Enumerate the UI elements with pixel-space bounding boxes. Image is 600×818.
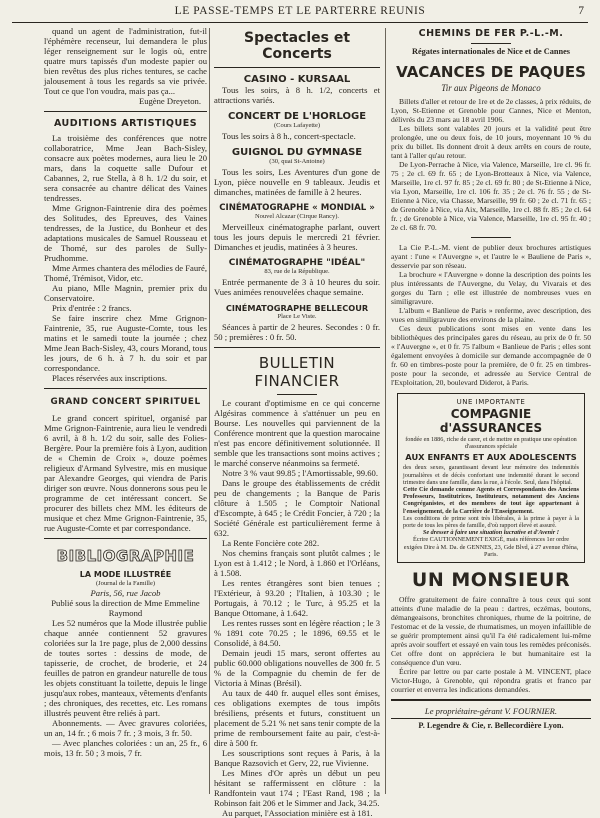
divider xyxy=(471,237,511,238)
biblio-paragraph: Les 52 numéros que la Mode illustrée publie chaque année contiennent 52 gravures coloriées sur la 1re page, plus de 2,000 dessins de toutes sortes : dessins de mode, de tapisserie, de crochet, de broderie, et 24 feuilles de patron en grandeur naturelle de tous les objets constituant la toilette, depuis le linge jusqu'aux robes, manteaux, vêtements d'enfants ; des chroniques, des recettes, etc. Les romans illustrés peuvent être reliés à part. xyxy=(44,618,207,718)
divider xyxy=(44,388,207,389)
divider xyxy=(277,394,317,395)
bulletin-paragraph: Les rentes étrangères sont bien tenues ; l'Extérieur, à 93.20 ; l'Italien, à 103.30 ; le Portugais, à 70.12 ; le Turc, à 95.25 et la Banque Ottomane, à 1.642. xyxy=(214,578,380,618)
bulletin-paragraph: Les Mines d'Or après un début un peu hésitant se raffermissent en clôture : la Randfontein vaut 174 ; l'East Rand, 198 ; la Robinson fait 206 et le Simmer and Jack, 34.25. xyxy=(214,768,380,808)
monsieur-paragraph: Écrire par lettre ou par carte postale à M. VINCENT, place Victor-Hugo, à Grenoble, qui répondra gratis et franco par courrier et enverra les indications demandées. xyxy=(391,667,591,695)
ad-apply: Se dresser à faire une situation lucrative et d'Avenir ! xyxy=(422,529,560,537)
plm-paragraph: La brochure « l'Auvergne » donne la description des points les plus intéressants de l'Auvergne, du Velay, du Vivarais et des gorges du Tarn ; elle est illustrée de nombreuses vues en similigravure. xyxy=(391,270,591,306)
divider xyxy=(214,67,380,68)
intro-paragraph: quand un agent de l'administration, fut-il l'éphémère recenseur, lui demandera le plus léger renseignement sur le logis où, entre quatre murs tapissés d'un modeste papier ou bien revêtus des plus riches tentures, se cache jalousement à tous les regards sa vie privée. Tout ce que l'on voudra, mais pas ça... xyxy=(44,26,207,96)
newspaper-title: LE PASSE-TEMPS ET LE PARTERRE REUNIS xyxy=(174,5,426,17)
auditions-paragraph: Mme Grignon-Faintrenie dira des poèmes des Solitudes, des Epreuves, des Vaines tendresses, de la Justice, du Bonheur et des adaptations musicales de Samuel Rousseau et de Thomé, sur des paroles de Sully-Prudhomme. xyxy=(44,203,207,263)
venue-text: Tous les soirs à 8 h., concert-spectacle. xyxy=(222,131,356,141)
column-divider xyxy=(385,28,386,794)
intro-signature: Eugène Dreyeton. xyxy=(138,96,201,106)
venue-text: Merveilleux cinématographe parlant, ouvert tous les jours depuis le mercredi 21 février. Dimanches et jeudis, matinées à 3 heures. xyxy=(214,222,380,252)
ad-text: des deux sexes, garantissant devant leur mémoire des indemnités journalières et de décès confortant une indemnité durant le second trimestre dans une famille, dans la rue, à l'école. Seul, dans l'hôpital. xyxy=(403,464,579,486)
ad-label: UNE IMPORTANTE xyxy=(456,398,526,406)
divider xyxy=(391,699,591,701)
auditions-paragraph: Prix d'entrée : 2 francs. xyxy=(52,303,132,313)
column-3 xyxy=(391,26,591,798)
venue-name: CINÉMATOGRAPHE "IDÉAL" xyxy=(228,258,366,268)
auditions-heading: AUDITIONS ARTISTIQUES xyxy=(53,118,198,129)
ad-address: Écrire CAUTIONNEMENT EXIGÉ, mais références 1er ordre exigées Dire à M. Da. de GENNES, 23, Gde Blvd, à 27 avenue d'Iéna, Paris. xyxy=(403,536,579,558)
ad-terms: Les conditions de prime sont très libérales, à la prime à payer à la porte de tous les pères de famille, d'où rapport élevé et assuré. xyxy=(403,514,579,530)
divider xyxy=(391,718,591,719)
ad-title: COMPAGNIE d'ASSURANCES xyxy=(439,407,543,435)
venue-name: CASINO - KURSAAL xyxy=(243,74,351,85)
venue-text: Tous les soirs, Les Aventures d'un gone de Lyon, pièce nouvelle en 9 tableaux. Jeudis et dimanches, matinées de famille à 2 heures. xyxy=(214,167,380,197)
venue-text: Tous les soirs, à 8 h. 1/2, concerts et attractions variés. xyxy=(214,85,380,105)
column-2 xyxy=(214,26,380,818)
venue-address: Place Le Viste. xyxy=(277,313,317,320)
auditions-paragraph: Au piano, Mlle Magnin, premier prix du Conservatoire. xyxy=(44,283,207,303)
venue-address: Nouvel Alcazar (Cirque Rancy). xyxy=(254,213,340,220)
plm-paragraph: L'album « Banlieue de Paris » renferme, avec description, des vues en similigravure des environs de la plaine. xyxy=(391,306,591,324)
bulletin-heading: BULLETIN FINANCIER xyxy=(254,354,340,390)
venue-name: GUIGNOL DU GYMNASE xyxy=(231,147,363,158)
gerant-line: Le propriétaire-gérant V. FOURNIER. xyxy=(424,706,558,717)
paques-paragraph: Les billets sont valables 20 jours et la validité peut être prolongée, une ou deux fois, de 10 jours, moyennant 10 % du prix du billet. Ils donnent droit à deux arrêts en cours de route, tant à l'aller qu'au retour. xyxy=(391,124,591,160)
divider xyxy=(44,111,207,112)
concert-paragraph: Le grand concert spirituel, organisé par Mme Grignon-Faintrenie, aura lieu le vendredi 6 avril, à 8 h. 1/2 du soir, salle des Folies-Bergère. Pour la première fois à Lyon, audition de « Chemin de Croix », douze poèmes religieux d'Armand Sylvestre, mis en musique par Alexandre Georges, qui viendra de Paris diriger son œuvre. Nous donnerons sous peu le programme de cet intéressant concert. Se procurer des billets chez MM. les éditeurs de musique et chez Mme Grignon-Faintrenie, 35, rue Auguste-Comte et par correspondance. xyxy=(44,413,207,533)
divider xyxy=(44,538,207,539)
insurance-advertisement xyxy=(397,393,585,563)
paques-heading: VACANCES DE PAQUES xyxy=(396,63,586,81)
bibliographie-heading: BIBLIOGRAPHIE xyxy=(56,547,195,565)
concert-heading: GRAND CONCERT SPIRITUEL xyxy=(50,397,201,407)
bulletin-paragraph: Les rentes russes sont en légère réaction ; le 3 % 1891 cote 70.25 ; le 1896, 69.55 et le Consolidé, à 84.50. xyxy=(214,618,380,648)
venue-address: 83, rue de la République. xyxy=(264,268,330,275)
venue-text: Entrée permanente de 3 à 10 heures du soir. Vues animées renouvelées chaque semaine. xyxy=(214,277,380,297)
venue-name: CONCERT DE L'HORLOGE xyxy=(227,111,367,122)
bulletin-paragraph: Le courant d'optimisme en ce qui concerne Algésiras commence à s'atténuer un peu en Bourse. Les nouvelles qui parviennent de la Conférence montrent que la question marocaine n'est pas encore définitivement solutionnée. Il semble que les transactions sont moins actives ; le marché conserve néanmoins sa fermeté. xyxy=(214,398,380,468)
biblio-journal-subtitle: (Journal de la Famille) xyxy=(95,580,156,587)
monsieur-paragraph: Offre gratuitement de faire connaître à tous ceux qui sont atteints d'une maladie de la peau : dartres, eczémas, boutons, démangeaisons, bronchites chroniques, rhume de la poitrine, de l'estomac et de la vessie, de rhumatismes, un moyen infaillible de se guérir promptement ainsi qu'il l'a été radicalement lui-même après avoir souffert et essayé en vain tous les remèdes préconisés. Cet offre dont on appréciera le but humanitaire est la conséquence d'un vœu. xyxy=(391,595,591,668)
venue-name: CINÉMATOGRAPHE « MONDIAL » xyxy=(219,203,375,213)
column-divider xyxy=(209,28,210,794)
biblio-paragraph: Abonnements. — Avec gravures coloriées, un an, 14 fr. ; 6 mois 7 fr. ; 3 mois, 3 fr. 50. xyxy=(44,718,207,738)
venue-text: Séances à partir de 2 heures. Secondes : 0 fr. 50 ; premières : 0 fr. 50. xyxy=(214,322,380,342)
bulletin-paragraph: Au parquet, l'Association minière est à 181. xyxy=(222,808,373,818)
bulletin-paragraph: Notre 3 % vaut 99.85 ; l'Amortissable, 99.60. xyxy=(222,468,378,478)
auditions-paragraph: Mme Armes chantera des mélodies de Fauré, Thomé, Trémisot, Vidor, etc. xyxy=(44,263,207,283)
railway-subheading: Régates internationales de Nice et de Cannes xyxy=(411,47,571,56)
plm-paragraph: La Cie P.-L.-M. vient de publier deux brochures artistiques ayant : l'une « l'Auvergne », et l'autre le « Bauliene de Paris », desservie par son réseau. xyxy=(391,243,591,270)
biblio-publisher: Publié sous la direction de Mme Emmeline Raymond xyxy=(51,598,200,618)
biblio-paragraph: — Avec planches coloriées : un an, 25 fr., 6 mois, 13 fr. 50 ; 3 mois, 7 fr. xyxy=(44,738,207,758)
bulletin-paragraph: Demain jeudi 15 mars, seront offertes au public 60.000 obligations nouvelles de 300 fr. 5 % de la Compagnie du chemin de fer de Victoria à Minas (Brésil). xyxy=(214,648,380,688)
bulletin-paragraph: Les souscriptions sont reçues à Paris, à la Banque Razsovich et Gerv, 22, rue Vivienne. xyxy=(214,748,380,768)
column-1 xyxy=(44,26,207,798)
bulletin-paragraph: Au taux de 440 fr. auquel elles sont émises, ces obligations exemptes de tous impôts brésiliens, présents et futurs, constituent un placement de 5.21 % net sans tenir compte de la prime de remboursement faite au pair, c'est-à-dire à 500 fr. xyxy=(214,688,380,748)
bulletin-paragraph: Nos chemins français sont plutôt calmes ; le Lyon est à 1.412 ; le Nord, à 1.860 et l'Orléans, à 1.508. xyxy=(214,548,380,578)
paques-subheading: Tir aux Pigeons de Monaco xyxy=(441,83,541,93)
venue-name: CINÉMATOGRAPHE BELLECOUR xyxy=(225,303,369,313)
biblio-address: Paris, 56, rue Jacob xyxy=(90,588,161,598)
auditions-paragraph: La troisième des conférences que notre collaboratrice, Mme Jean Bach-Sisley, consacre aux poètes modernes, aura lieu le 20 mars, dans la coquette salle Dufour et Cabannes, 2, rue Stella, à 8 h. 1/2 du soir, et sera consacrée au chantre délicat des Vaines tendresses. xyxy=(44,133,207,203)
bulletin-paragraph: La Rente Foncière cote 282. xyxy=(222,538,320,548)
bulletin-paragraph: Dans le groupe des établissements de crédit peu de changements ; la Banque de Paris clôture à 1.505 ; le Comptoir National d'Escompte, à 645 ; le Crédit Foncier, à 720 ; la Société Générale est particulièrement ferme à 632. xyxy=(214,478,380,538)
biblio-journal-title: LA MODE ILLUSTRÉE xyxy=(79,570,172,579)
auditions-paragraph: Places réservées aux inscriptions. xyxy=(52,373,168,383)
venue-address: (30, quai St-Antoine) xyxy=(269,158,325,165)
printer-line: P. Legendre & Cie, r. Bellecordière Lyon. xyxy=(418,721,564,731)
page-number: 7 xyxy=(578,5,584,17)
spectacles-heading: Spectacles et Concerts xyxy=(243,30,351,62)
monsieur-heading: UN MONSIEUR xyxy=(411,569,571,592)
venue-address: (Cours Lafayette) xyxy=(273,122,321,129)
ad-kids-heading: AUX ENFANTS ET AUX ADOLESCENTS xyxy=(405,452,577,463)
paques-paragraph: De Lyon-Perrache à Nice, via Valence, Marseille, 1re cl. 96 fr. 75 ; 2e cl. 69 fr. 65 ; de Lyon-Brotteaux à Nice, via Valence, Marseille, 1re cl. 97 fr. 85 ; 2e cl. 69 fr. 80 ; de St-Etienne à Nice, via Lyon, Marseille, 1re cl. 106 fr. 35 ; 2e cl. 76 fr. 55 ; de St-Etienne à Nice, via Chasse, Marseille, 99 fr. 60 ; 2e cl. 71 fr. 65 ; de Grenoble à Nice, via Aix, Marseille, 1re cl. 88 fr. 85 ; 2e cl. 64 fr. ; de Grenoble à Nice, via Valence, Marseille, 1re cl. 95 fr. 40 ; 2e cl. 68 fr. 70. xyxy=(391,160,591,232)
page-header xyxy=(12,4,588,23)
paques-paragraph: Billets d'aller et retour de 1re et de 2e classes, à prix réduits, de Lyon, St-Etienne et Grenoble pour Cannes, Nice et Menton, délivrés du 23 mars au 18 avril 1906. xyxy=(391,97,591,124)
railway-heading: CHEMINS DE FER P.-L.-M. xyxy=(418,28,564,39)
ad-wanted: Cette Cie demande comme Agents et Correspondants des Anciens Professeurs, Institutrices, Instituteurs, notamment des Anciens Congréganistes, et des membres de tout âge appartenant à l'enseignement, de la Carrière de l'Enseignement. xyxy=(403,486,579,515)
divider xyxy=(214,347,380,348)
divider xyxy=(471,43,511,44)
plm-paragraph: Ces deux publications sont mises en vente dans les bibliothèques des principales gares du réseau, au prix de 0 fr. 50 « l'Auvergne », et 0 fr. 75 l'album « Banlieue de Paris ; elles sont également envoyées à domicile sur demande accompagnée de 0 fr. 60 en timbres-poste pour la première, de 0 fr. 25 en timbres-poste pour la seconde, et adressée au Service Central de l'Exploitation, 20, boulevard Diderot, à Paris. xyxy=(391,324,591,387)
auditions-paragraph: Se faire inscrire chez Mme Grignon-Faintrenie, 35, rue Auguste-Comte, tous les matins et le samedi toute la journée ; chez Mme Jean Bach-Sisley, 43, cours Morand, tous les jours, de 6 h. à 7 h. du soir et par correspondance. xyxy=(44,313,207,373)
ad-founded: fondée en 1886, riche de carer, et de mettre en pratique une opération d'assurances spéciale xyxy=(405,436,577,451)
